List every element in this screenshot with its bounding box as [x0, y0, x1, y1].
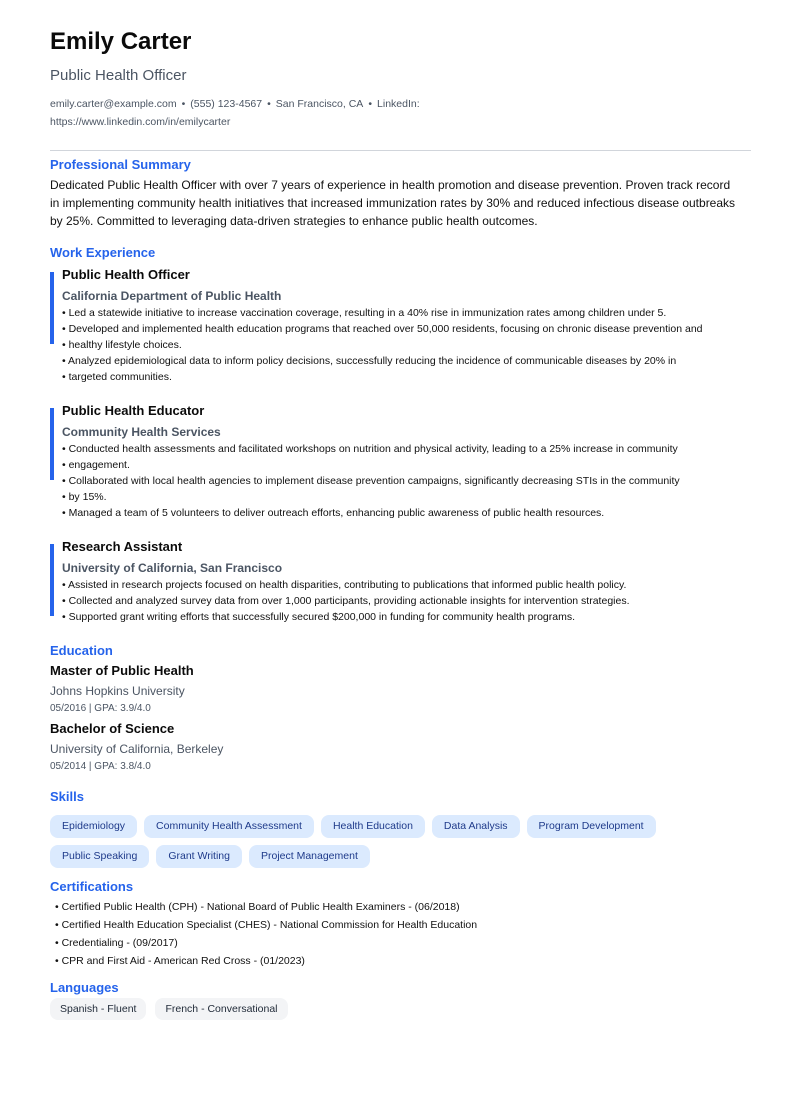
skill-chip: Grant Writing: [156, 845, 242, 868]
language-chip: Spanish - Fluent: [50, 998, 146, 1020]
degree-name: Bachelor of Science: [50, 721, 175, 736]
skill-chip: Public Speaking: [50, 845, 149, 868]
job-accent-bar: [50, 544, 54, 616]
contact-separator: •: [181, 98, 186, 110]
job-title: Public Health Officer: [62, 267, 190, 282]
job-accent-bar: [50, 408, 54, 480]
bullet-line: • engagement.: [62, 459, 130, 471]
job-bullets: [62, 577, 712, 625]
contact-info: [50, 95, 470, 131]
skills-heading: Skills: [50, 789, 84, 804]
certification-item: • Credentialing - (09/2017): [55, 937, 178, 949]
job-bullets: [62, 441, 712, 521]
bullet-line: • Conducted health assessments and facilitated workshops on nutrition and physical activity, leading to a 25% increase in community: [62, 443, 678, 455]
education-meta: 05/2016 | GPA: 3.9/4.0: [50, 703, 151, 714]
skills-list: [50, 815, 690, 868]
school-name: University of California, Berkeley: [50, 742, 224, 756]
job-entry: [50, 538, 750, 625]
bullet-line: • Led a statewide initiative to increase vaccination coverage, resulting in a 40% rise in immunization rates among children under 5.: [62, 307, 667, 319]
certifications-list: [50, 898, 750, 970]
job-company: University of California, San Francisco: [62, 561, 283, 575]
job-title: Research Assistant: [62, 539, 183, 554]
skill-chip: Epidemiology: [50, 815, 137, 838]
bullet-line: • targeted communities.: [62, 371, 172, 383]
summary-text: Dedicated Public Health Officer with over 7 years of experience in health promotion and disease prevention. Proven track record in implementing community health initiatives that increased immunization rates by 30% and reduced infectious disease outbreaks by 25%. Committed to leveraging data-driven strategies to enhance public health outcomes.: [50, 178, 736, 228]
bullet-line: • healthy lifestyle choices.: [62, 339, 182, 351]
job-company: California Department of Public Health: [62, 289, 282, 303]
bullet-line: • Collaborated with local health agencies to implement disease prevention campaigns, significantly decreasing STIs in the community: [62, 475, 680, 487]
education-heading: Education: [50, 643, 113, 658]
work-heading: Work Experience: [50, 245, 156, 260]
contact-separator: •: [267, 98, 271, 110]
candidate-name: Emily Carter: [50, 28, 192, 55]
skill-chip: Project Management: [249, 845, 370, 868]
school-name: Johns Hopkins University: [50, 684, 185, 698]
job-entry: [50, 402, 750, 521]
bullet-line: • Supported grant writing efforts that successfully secured $200,000 in funding for community health programs.: [62, 611, 576, 623]
job-company: Community Health Services: [62, 425, 221, 439]
bullet-line: • Managed a team of 5 volunteers to deliver outreach efforts, enhancing public awareness of public health resources.: [62, 507, 605, 519]
linkedin-label: LinkedIn:: [377, 98, 420, 110]
bullet-line: • Assisted in research projects focused on health disparities, contributing to publications that informed public health policy.: [62, 579, 627, 591]
languages-list: [50, 998, 750, 1020]
bullet-line: • Developed and implemented health education programs that reached over 50,000 residents, focusing on chronic disease prevention and: [62, 323, 703, 335]
job-entry: [50, 266, 750, 385]
skill-chip: Program Development: [527, 815, 656, 838]
bullet-line: • Collected and analyzed survey data from over 1,000 participants, providing actionable insights for intervention strategies.: [62, 595, 630, 607]
summary-heading: Professional Summary: [50, 157, 191, 172]
bullet-line: • by 15%.: [62, 491, 107, 503]
contact-separator: •: [368, 98, 373, 110]
education-meta: 05/2014 | GPA: 3.8/4.0: [50, 761, 151, 772]
skill-chip: Data Analysis: [432, 815, 520, 838]
email-link[interactable]: emily.carter@example.com: [50, 98, 177, 110]
skill-chip: Health Education: [321, 815, 425, 838]
location: San Francisco, CA: [275, 98, 364, 110]
header-divider: [50, 150, 751, 151]
job-accent-bar: [50, 272, 54, 344]
job-bullets: [62, 305, 712, 385]
certifications-heading: Certifications: [50, 879, 134, 894]
candidate-title: Public Health Officer: [50, 67, 187, 84]
certification-item: • CPR and First Aid - American Red Cross - (01/2023): [55, 955, 305, 967]
languages-heading: Languages: [50, 980, 119, 995]
skill-chip: Community Health Assessment: [144, 815, 314, 838]
degree-name: Master of Public Health: [50, 663, 194, 678]
phone-number: (555) 123-4567: [190, 98, 263, 110]
linkedin-link[interactable]: https://www.linkedin.com/in/emilycarter: [50, 116, 231, 128]
certification-item: • Certified Public Health (CPH) - National Board of Public Health Examiners - (06/2018): [55, 901, 460, 913]
education-entry: [50, 720, 750, 774]
language-chip: French - Conversational: [155, 998, 287, 1020]
certification-item: • Certified Health Education Specialist (CHES) - National Commission for Health Education: [55, 919, 478, 931]
education-entry: [50, 662, 750, 716]
bullet-line: • Analyzed epidemiological data to inform policy decisions, successfully reducing the incidence of communicable diseases by 20% in: [62, 355, 677, 367]
job-title: Public Health Educator: [62, 403, 205, 418]
